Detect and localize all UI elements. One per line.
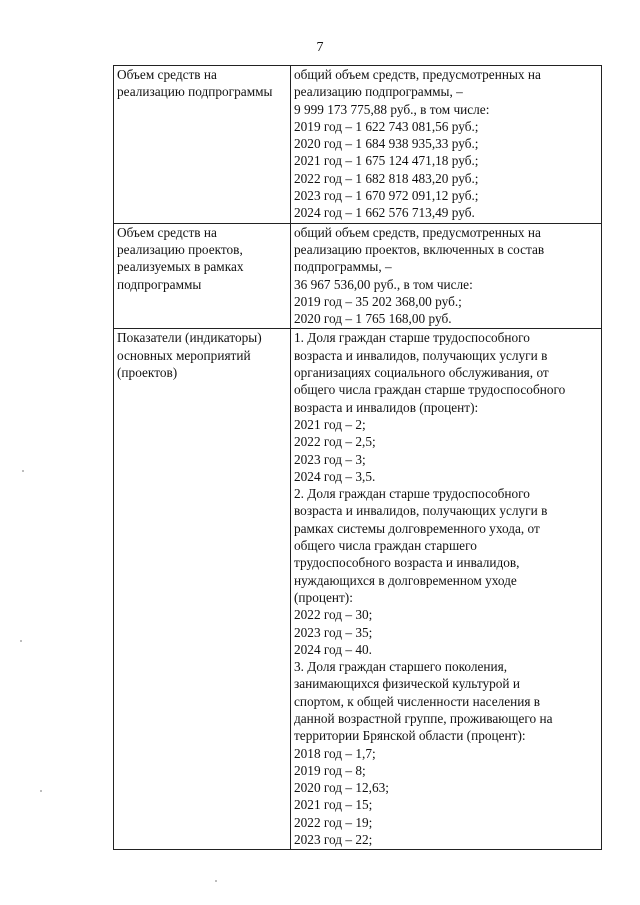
row-value-line: рамках системы долговременного ухода, от: [294, 520, 540, 536]
row-value-line: спортом, к общей численности населения в: [294, 693, 541, 709]
row-label-line: реализуемых в рамках: [117, 259, 244, 275]
row-value-line: 2019 год – 1 622 743 081,56 руб.;: [294, 118, 479, 134]
table-row: [114, 223, 602, 329]
scan-speck: [40, 790, 42, 792]
row-value-line: 2. Доля граждан старше трудоспособного: [294, 486, 530, 502]
row-value-line: возраста и инвалидов, получающих услуги в: [294, 347, 548, 363]
row-value-line: 3. Доля граждан старшего поколения,: [294, 659, 508, 675]
row-value-line: 2020 год – 12,63;: [294, 780, 389, 796]
row-label-cell: [114, 329, 291, 850]
row-value-line: реализацию подпрограммы, –: [294, 84, 463, 100]
row-value-line: 2021 год – 15;: [294, 797, 373, 813]
row-value-cell: [291, 223, 602, 329]
row-value-line: возраста и инвалидов (процент):: [294, 399, 479, 415]
row-value-line: возраста и инвалидов, получающих услуги в: [294, 503, 548, 519]
table-body: [114, 66, 602, 850]
scan-speck: [20, 640, 22, 642]
row-value-line: общего числа граждан старше трудоспособного: [294, 382, 566, 398]
row-value-cell: [291, 329, 602, 850]
row-value-line: 2019 год – 35 202 368,00 руб.;: [294, 293, 462, 309]
row-value-line: 1. Доля граждан старше трудоспособного: [294, 330, 530, 346]
row-value-line: 2022 год – 19;: [294, 814, 373, 830]
row-label-line: основных мероприятий: [117, 347, 251, 363]
row-value-line: подпрограммы, –: [294, 259, 392, 275]
row-value-line: 2024 год – 40.: [294, 641, 372, 657]
row-label-line: реализацию проектов,: [117, 241, 243, 257]
row-value-line: 2023 год – 3;: [294, 451, 366, 467]
row-value-line: реализацию проектов, включенных в состав: [294, 241, 545, 257]
row-value-line: 9 999 173 775,88 руб., в том числе:: [294, 101, 490, 117]
row-value-line: занимающихся физической культурой и: [294, 676, 520, 692]
row-value-line: 2021 год – 2;: [294, 416, 366, 432]
table-row: [114, 329, 602, 850]
row-value-line: 2024 год – 3,5.: [294, 468, 376, 484]
row-value-line: 36 967 536,00 руб., в том числе:: [294, 276, 473, 292]
table-row: [114, 66, 602, 224]
row-label-line: Объем средств на: [117, 224, 217, 240]
row-value-line: общего числа граждан старшего: [294, 538, 477, 554]
row-label-line: (проектов): [117, 365, 178, 381]
row-value-line: данной возрастной группе, проживающего на: [294, 710, 553, 726]
row-value-line: 2020 год – 1 684 938 935,33 руб.;: [294, 136, 479, 152]
row-label-line: Показатели (индикаторы): [117, 330, 262, 346]
row-value-line: 2023 год – 22;: [294, 832, 373, 848]
row-value-line: 2021 год – 1 675 124 471,18 руб.;: [294, 153, 479, 169]
row-label-cell: [114, 66, 291, 224]
row-value-line: организациях социального обслуживания, от: [294, 365, 549, 381]
row-value-line: 2019 год – 8;: [294, 762, 366, 778]
row-value-line: 2022 год – 2,5;: [294, 434, 376, 450]
row-value-line: 2022 год – 1 682 818 483,20 руб.;: [294, 170, 479, 186]
row-value-line: трудоспособного возраста и инвалидов,: [294, 555, 520, 571]
row-label-cell: [114, 223, 291, 329]
row-value-line: 2022 год – 30;: [294, 607, 373, 623]
page-number: 7: [316, 40, 324, 55]
row-label-line: подпрограммы: [117, 276, 202, 292]
row-label-line: реализацию подпрограммы: [117, 84, 273, 100]
row-value-line: 2018 год – 1,7;: [294, 745, 376, 761]
row-value-line: (процент):: [294, 589, 353, 605]
row-value-line: 2023 год – 1 670 972 091,12 руб.;: [294, 188, 479, 204]
row-value-line: территории Брянской области (процент):: [294, 728, 526, 744]
subprogram-passport-table: [113, 65, 602, 850]
scan-speck: [215, 880, 217, 882]
row-value-line: общий объем средств, предусмотренных на: [294, 67, 541, 82]
row-label-line: Объем средств на: [117, 67, 217, 82]
row-value-line: 2024 год – 1 662 576 713,49 руб.: [294, 205, 475, 221]
row-value-line: общий объем средств, предусмотренных на: [294, 224, 541, 240]
row-value-line: нуждающихся в долговременном уходе: [294, 572, 517, 588]
scan-speck: [22, 470, 24, 472]
row-value-cell: [291, 66, 602, 224]
row-value-line: 2023 год – 35;: [294, 624, 373, 640]
row-value-line: 2020 год – 1 765 168,00 руб.: [294, 311, 452, 327]
